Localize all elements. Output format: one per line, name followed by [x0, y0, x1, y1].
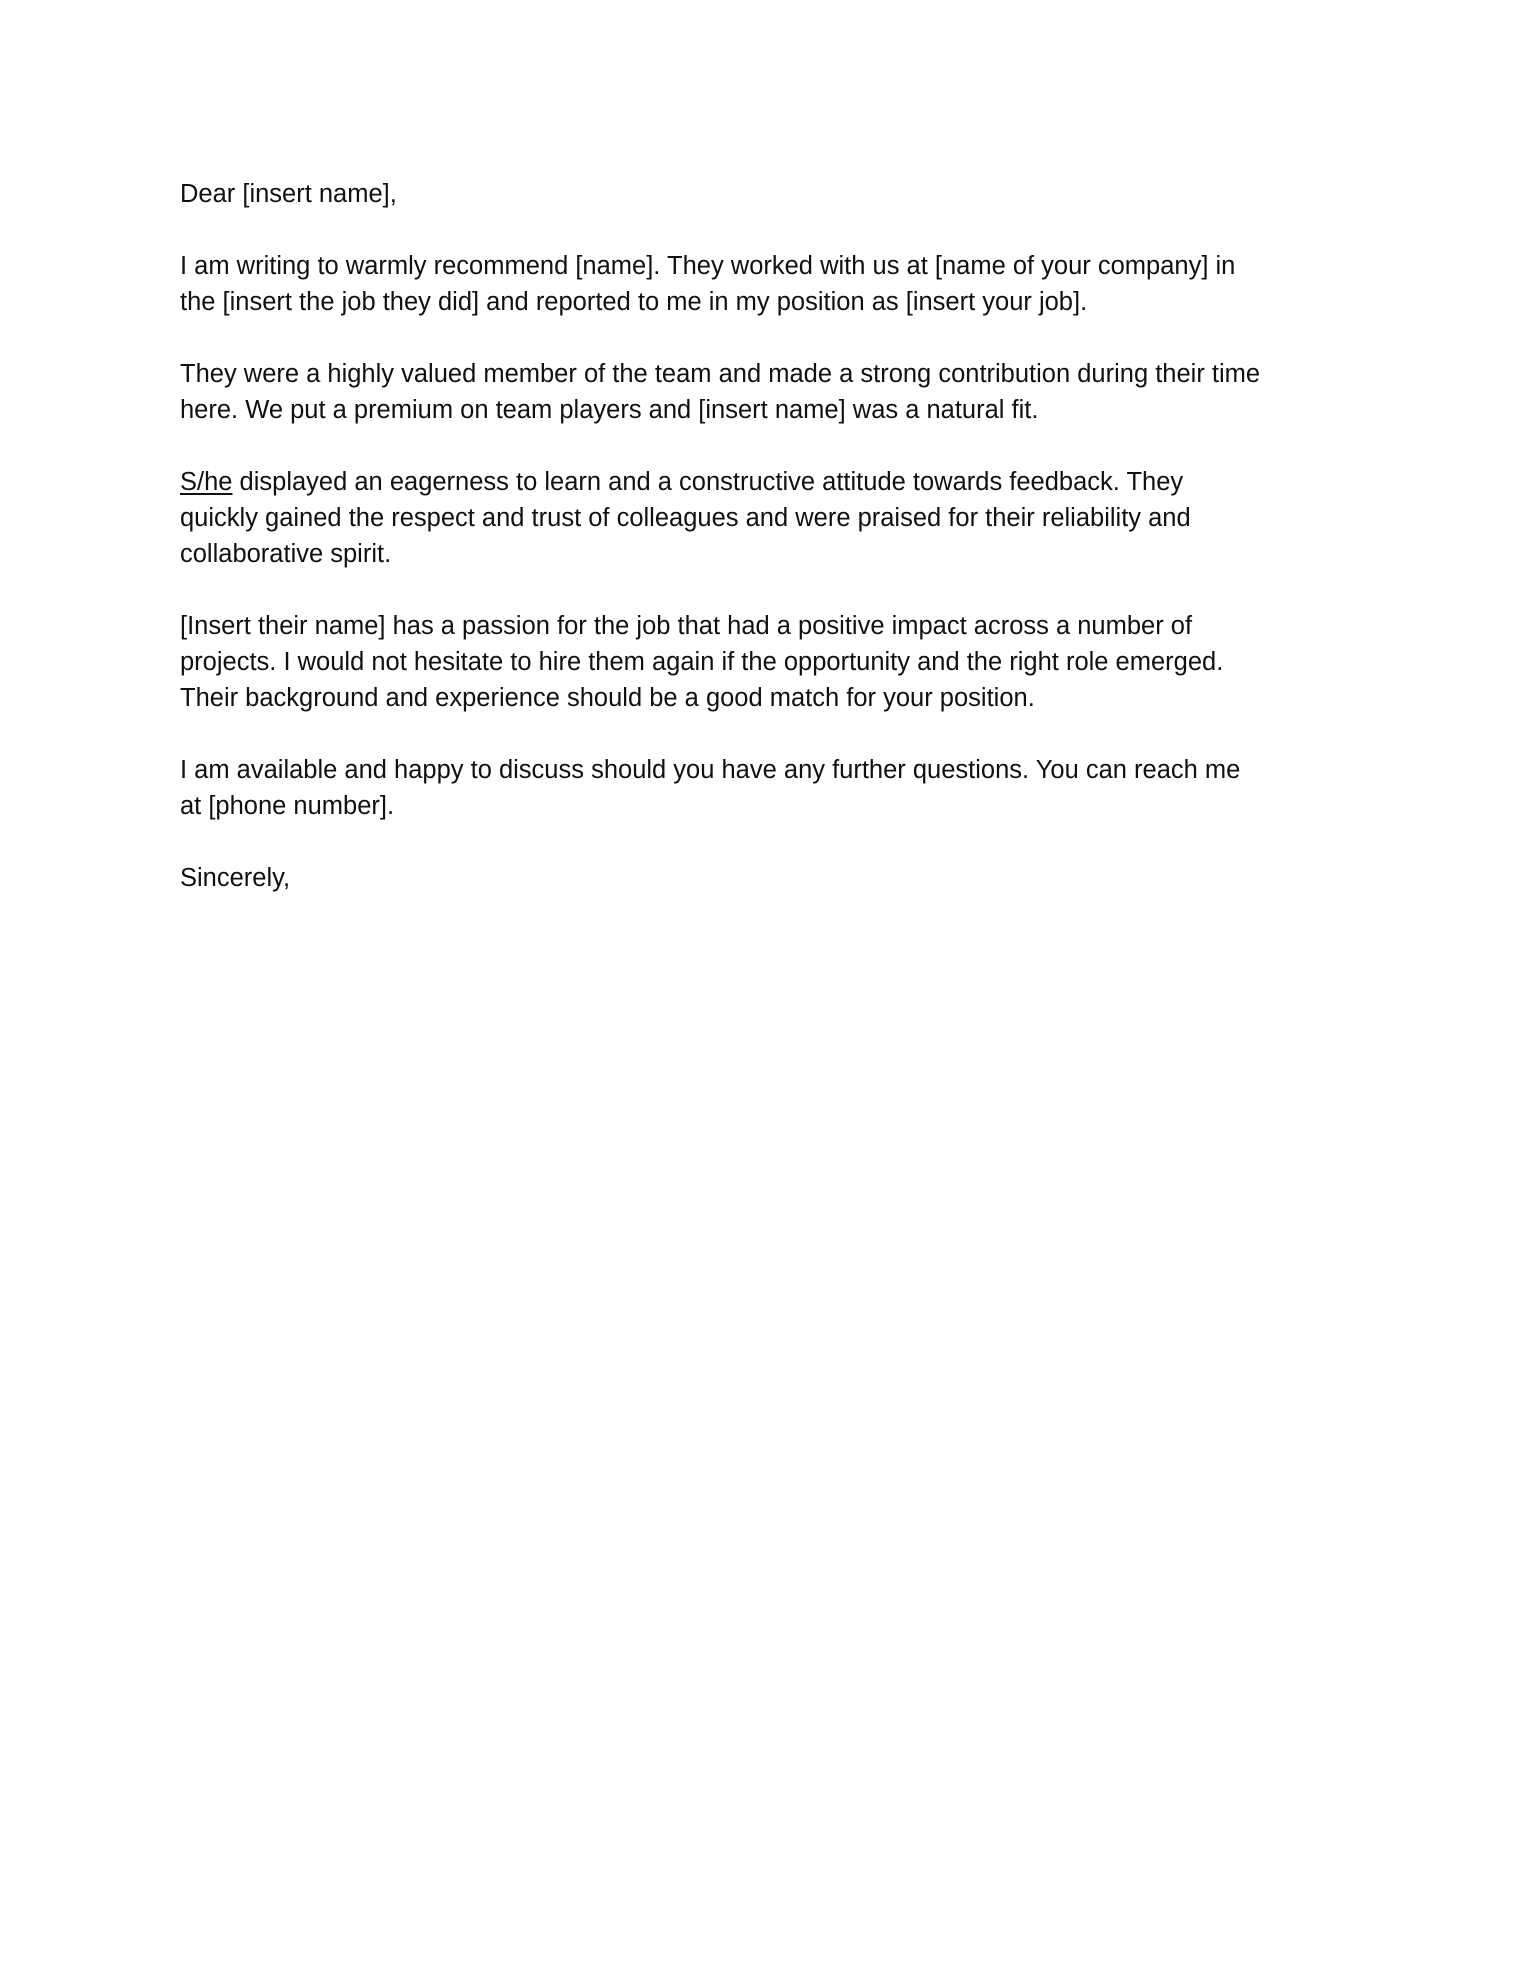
text-line: I am writing to warmly recommend [name]. They worked with us at [name of your company] in [180, 252, 1236, 280]
text-line: They were a highly valued member of the team and made a strong contribution during their time [180, 360, 1261, 388]
paragraph-attitude [180, 464, 1360, 572]
text-line: the [insert the job they did] and reported to me in my position as [insert your job]. [180, 288, 1088, 316]
text-line: Their background and experience should be a good match for your position. [180, 684, 1035, 712]
text-line: here. We put a premium on team players and [insert name] was a natural fit. [180, 396, 1039, 424]
salutation: Dear [insert name], [180, 180, 397, 208]
text-line: displayed an eagerness to learn and a constructive attitude towards feedback. They [232, 468, 1184, 496]
text-line: quickly gained the respect and trust of colleagues and were praised for their reliability and [180, 504, 1191, 532]
paragraph-introduction [180, 248, 1360, 320]
paragraph-passion [180, 608, 1360, 716]
closing: Sincerely, [180, 864, 291, 892]
paragraph-team-value [180, 356, 1360, 428]
paragraph-contact [180, 752, 1360, 824]
text-line: projects. I would not hesitate to hire them again if the opportunity and the right role emerged. [180, 648, 1224, 676]
letter-page [180, 176, 1360, 932]
text-line: collaborative spirit. [180, 540, 392, 568]
text-line: [Insert their name] has a passion for the job that had a positive impact across a number of [180, 612, 1193, 640]
text-line: at [phone number]. [180, 792, 395, 820]
pronoun-placeholder: S/he [180, 468, 233, 496]
text-line: I am available and happy to discuss should you have any further questions. You can reach me [180, 756, 1241, 784]
